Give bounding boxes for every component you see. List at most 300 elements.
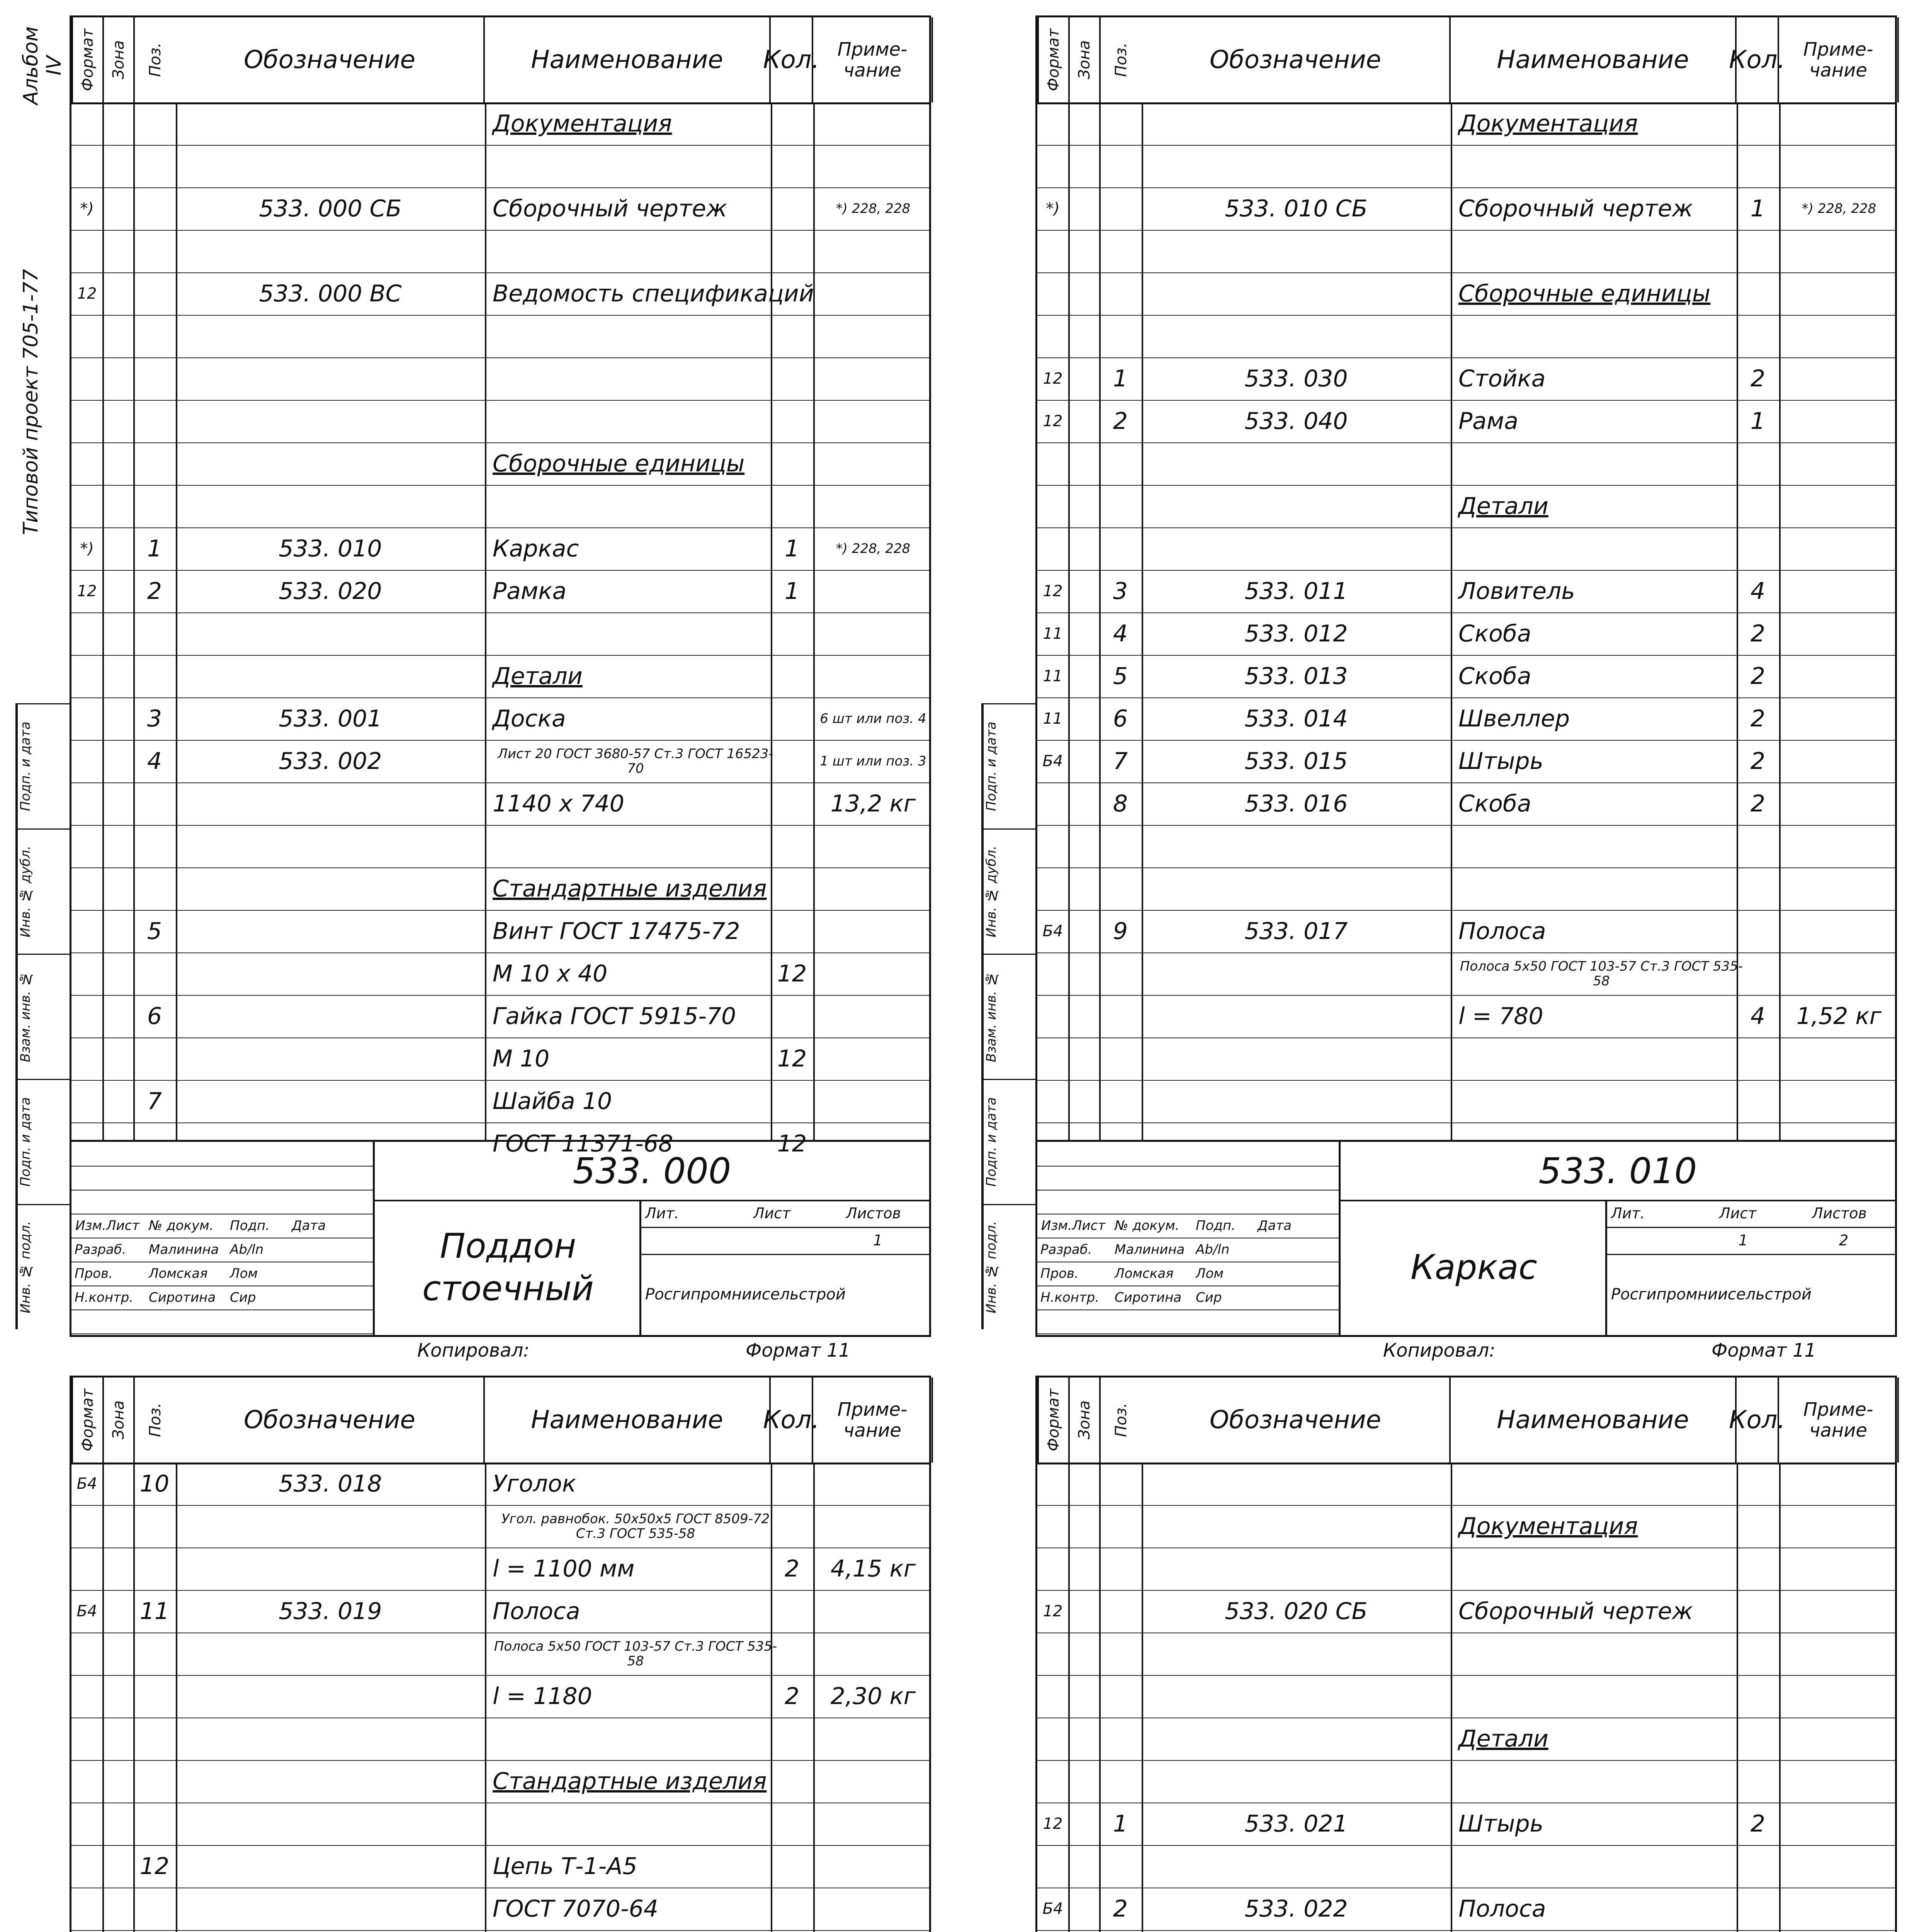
stamp-box <box>981 1079 1035 1204</box>
cell-fmt: 11 <box>1043 710 1063 728</box>
sheet-top-left <box>15 15 931 1361</box>
drawing-title-line-1: Каркас <box>1411 1247 1537 1287</box>
signature-row <box>71 1238 373 1262</box>
table-row <box>1037 1803 1895 1845</box>
cell-des: 533. 015 <box>1244 748 1348 775</box>
header-pos: Поз. <box>1099 17 1142 102</box>
header-fmt: Формат <box>1037 17 1068 102</box>
sheet-info <box>1605 1200 1895 1335</box>
table-row <box>1037 485 1895 527</box>
signer-name: Ломская <box>149 1266 208 1281</box>
cell-pos: 7 <box>147 1088 162 1115</box>
cell-name: Стойка <box>1458 365 1546 392</box>
cell-name: Ловитель <box>1458 578 1575 605</box>
cell-name: Детали <box>1458 1725 1548 1752</box>
cell-name: Полоса <box>493 1598 580 1625</box>
stamp-label: Инв. № подл. <box>982 1205 1010 1329</box>
header-qty: Кол. <box>1737 17 1779 102</box>
stamp-label: Подп. и дата <box>17 704 44 828</box>
stamp-box <box>981 954 1035 1079</box>
signature-row <box>71 1310 373 1334</box>
spec-sheet <box>70 1376 931 1932</box>
table-row <box>71 1803 929 1845</box>
table-header <box>71 17 929 104</box>
table-row <box>1037 1505 1895 1548</box>
header-zone: Зона <box>102 17 133 102</box>
stamp-boxes <box>15 703 70 1329</box>
cell-name: ГОСТ 11371-68 <box>493 1130 673 1157</box>
cell-qty: 2 <box>1750 365 1766 392</box>
cell-des: 533. 016 <box>1244 790 1348 817</box>
cell-fmt: 12 <box>1043 1602 1063 1620</box>
header-fmt: Формат <box>71 1378 102 1463</box>
cell-des: 533. 017 <box>1244 918 1348 945</box>
header-pos: Поз. <box>133 17 176 102</box>
cell-name: Стандартные изделия <box>493 1768 767 1795</box>
cell-name: 1140 х 740 <box>493 790 624 817</box>
table-row <box>71 1548 929 1590</box>
signature-row <box>1037 1310 1339 1334</box>
cell-name: ГОСТ 7070-64 <box>493 1895 658 1922</box>
cell-des: 533. 020 СБ <box>1225 1598 1368 1625</box>
stamp-box <box>981 828 1035 954</box>
cell-name: Ведомость спецификаций <box>493 280 814 307</box>
stamp-label: Взам. инв. № <box>17 955 44 1079</box>
header-name: Наименование <box>485 1378 771 1463</box>
table-row <box>71 782 929 825</box>
cell-name: Скоба <box>1458 790 1531 817</box>
sheet-info-sheets: Листов <box>846 1205 901 1222</box>
sheet-info-sheets_num: 1 <box>873 1232 883 1249</box>
table-row <box>1037 527 1895 570</box>
table-row <box>71 1845 929 1888</box>
cell-note: 2,30 кг <box>830 1683 916 1710</box>
cell-name: Угол. равнобок. 50х50х5 ГОСТ 8509-72 Ст.3 ГОСТ 535-58 <box>501 1511 770 1541</box>
cell-name: l = 1100 мм <box>493 1555 635 1582</box>
cell-pos: 6 <box>147 1003 162 1030</box>
signature-row <box>71 1214 373 1238</box>
table-row <box>71 910 929 952</box>
cell-name: Шайба 10 <box>493 1088 612 1115</box>
signer-signature: Лом <box>230 1266 258 1281</box>
side-stamp-strip <box>15 1376 70 1932</box>
sheet-info-values <box>641 1227 929 1255</box>
stamp-box <box>15 703 70 828</box>
signature-row <box>1037 1190 1339 1214</box>
table-row <box>71 485 929 527</box>
cell-des: 533. 002 <box>279 748 382 775</box>
stamp-box <box>981 703 1035 828</box>
table-row <box>71 1675 929 1718</box>
table-row <box>1037 782 1895 825</box>
table-row <box>71 400 929 442</box>
table-row <box>1037 102 1895 145</box>
cell-name: Лист 20 ГОСТ 3680-57 Ст.3 ГОСТ 16523-70 <box>498 746 773 776</box>
sheet-info-lit: Лит. <box>645 1205 679 1222</box>
signature-header: Подп. <box>1196 1218 1236 1233</box>
cell-qty: 12 <box>777 1045 807 1072</box>
signer-role: Пров. <box>1040 1266 1079 1281</box>
cell-qty: 2 <box>784 1683 800 1710</box>
table-row <box>1037 187 1895 230</box>
table-header <box>1037 17 1895 104</box>
cell-des: 533. 022 <box>1244 1895 1348 1922</box>
cell-fmt: Б4 <box>1042 1900 1063 1918</box>
cell-pos: 1 <box>1113 365 1128 392</box>
signature-row <box>1037 1166 1339 1190</box>
table-row <box>1037 272 1895 315</box>
cell-name: Доска <box>493 705 566 732</box>
cell-qty: 2 <box>1750 1810 1766 1837</box>
header-qty: Кол. <box>771 17 813 102</box>
signature-header: Подп. <box>230 1218 270 1233</box>
cell-fmt: 12 <box>1043 370 1063 388</box>
copied-by-label: Копировал: <box>417 1340 530 1361</box>
signature-row <box>1037 1286 1339 1310</box>
table-row <box>71 272 929 315</box>
table-row <box>1037 1930 1895 1932</box>
table-row <box>71 1080 929 1122</box>
cell-des: 533. 010 <box>279 535 382 562</box>
cell-des: 533. 010 СБ <box>1225 195 1368 222</box>
sheet-info-header <box>1607 1200 1895 1228</box>
signer-signature: Сир <box>230 1290 256 1305</box>
cell-name: Сборочные единицы <box>493 450 745 477</box>
cell-pos: 3 <box>147 705 162 732</box>
cell-name: Стандартные изделия <box>493 875 767 902</box>
side-stamp-strip <box>981 15 1035 1337</box>
cell-pos: 10 <box>139 1470 170 1497</box>
cell-name: Детали <box>493 663 583 690</box>
cell-pos: 8 <box>1113 790 1128 817</box>
sheet-top-right <box>981 15 1897 1361</box>
side-stamp-strip <box>15 15 70 1337</box>
signature-row <box>71 1190 373 1214</box>
cell-des: 533. 019 <box>279 1598 382 1625</box>
cell-name: Рама <box>1458 408 1518 435</box>
album-project-label: Типовой проект 705-1-77 <box>19 269 42 535</box>
table-row <box>71 570 929 612</box>
table-row <box>1037 1463 1895 1505</box>
cell-fmt: *) <box>1046 200 1060 218</box>
table-row <box>71 1037 929 1080</box>
spec-sheet <box>1035 1376 1897 1932</box>
table-row <box>1037 697 1895 740</box>
sheet-footer <box>1035 1337 1897 1364</box>
cell-name: l = 1180 <box>493 1683 592 1710</box>
signer-role: Н.контр. <box>1040 1290 1100 1305</box>
cell-name: М 10 х 40 <box>493 960 608 987</box>
cell-name: Сборочный чертеж <box>493 195 727 222</box>
album-label: Альбом IV <box>19 26 66 105</box>
cell-qty: 2 <box>1750 748 1766 775</box>
cell-fmt: Б4 <box>1042 922 1063 940</box>
drawing-code: 533. 010 <box>1339 1142 1895 1201</box>
cell-name <box>1451 1930 1744 1932</box>
cell-name: Штырь <box>1458 748 1543 775</box>
signer-name: Сиротина <box>149 1290 216 1305</box>
cell-pos: 2 <box>1113 408 1128 435</box>
cell-name: Уголок <box>493 1470 576 1497</box>
signer-role: Разраб. <box>75 1242 126 1257</box>
cell-fmt: 12 <box>77 582 97 600</box>
organization-name: Росгипромниисельстрой <box>1611 1286 1812 1303</box>
table-row <box>71 102 929 145</box>
title-block <box>71 1140 929 1335</box>
header-name: Наименование <box>1451 1378 1737 1463</box>
table-row <box>71 612 929 655</box>
signature-grid <box>71 1142 373 1335</box>
signature-header: Лист <box>106 1218 140 1233</box>
table-row <box>1037 1590 1895 1633</box>
cell-note: 13,2 кг <box>830 790 916 817</box>
cell-name: Гайка ГОСТ 5915-70 <box>493 1003 736 1030</box>
cell-des: 533. 018 <box>279 1470 382 1497</box>
cell-note: 1 шт или поз. 3 <box>820 753 926 769</box>
table-row <box>1037 570 1895 612</box>
cell-pos: 1 <box>1113 1810 1128 1837</box>
sheet-info <box>639 1200 929 1335</box>
cell-des: 533. 020 <box>279 578 382 605</box>
cell-qty: 2 <box>1750 705 1766 732</box>
title-block <box>1037 1140 1895 1335</box>
sheet-footer <box>70 1337 931 1364</box>
table-row <box>71 867 929 910</box>
signature-row <box>71 1166 373 1190</box>
cell-note: *) 228, 228 <box>836 201 911 216</box>
cell-name: Цепь Т-1-А5 <box>493 1853 637 1880</box>
table-header <box>71 1378 929 1464</box>
cell-fmt: 12 <box>1043 412 1063 430</box>
stamp-box <box>15 828 70 954</box>
cell-name: Сборочные единицы <box>1458 280 1711 307</box>
table-row <box>71 1930 929 1932</box>
signer-name: Ломская <box>1115 1266 1174 1281</box>
table-row <box>71 187 929 230</box>
cell-des: 533. 000 ВС <box>259 280 402 307</box>
header-des: Обозначение <box>176 17 485 102</box>
sheet-info-sheets: Листов <box>1812 1205 1867 1222</box>
cell-name: Полоса 5х50 ГОСТ 103-57 Ст.3 ГОСТ 535-58 <box>494 1639 777 1669</box>
table-row <box>71 1718 929 1760</box>
cell-fmt: 11 <box>1043 625 1063 643</box>
cell-name: Полоса <box>1458 918 1546 945</box>
signature-header: Дата <box>292 1218 326 1233</box>
stamp-box <box>981 1204 1035 1329</box>
table-row <box>71 442 929 485</box>
cell-pos: 3 <box>1113 578 1128 605</box>
spec-sheet <box>70 15 931 1337</box>
cell-des: 533. 012 <box>1244 620 1348 647</box>
table-row <box>1037 230 1895 272</box>
table-row <box>71 995 929 1037</box>
sheet-info-sheet: Лист <box>1719 1205 1757 1222</box>
cell-fmt: *) <box>80 540 94 558</box>
signature-row <box>1037 1214 1339 1238</box>
drawing-title-line-1: Поддон <box>440 1226 576 1266</box>
header-name: Наименование <box>1451 17 1737 102</box>
table-row <box>1037 1845 1895 1888</box>
cell-name: Документация <box>1458 110 1638 137</box>
signature-header: Изм. <box>75 1218 106 1233</box>
cell-des: 533. 013 <box>1244 663 1348 690</box>
table-row <box>71 1888 929 1930</box>
stamp-box <box>15 1204 70 1329</box>
cell-note: *) 228, 228 <box>836 541 911 556</box>
table-row <box>1037 910 1895 952</box>
header-note: Приме- чание <box>813 17 933 102</box>
cell-pos: 2 <box>147 578 162 605</box>
header-pos: Поз. <box>1099 1378 1142 1463</box>
cell-pos: 5 <box>147 918 162 945</box>
signer-signature: Ab/ln <box>1196 1242 1230 1257</box>
header-des: Обозначение <box>176 1378 485 1463</box>
drawing-title <box>1339 1200 1607 1335</box>
cell-des: 533. 040 <box>1244 408 1348 435</box>
table-row <box>1037 400 1895 442</box>
cell-qty: 4 <box>1750 578 1766 605</box>
cell-fmt: Б4 <box>76 1602 97 1620</box>
cell-fmt: 11 <box>1043 667 1063 685</box>
cell-name: Документация <box>1458 1513 1638 1540</box>
cell-pos: 1 <box>147 535 162 562</box>
cell-des: 533. 030 <box>1244 365 1348 392</box>
sheet-info-lit: Лит. <box>1611 1205 1645 1222</box>
table-row <box>71 357 929 400</box>
signer-name: Малинина <box>1115 1242 1185 1257</box>
signer-name: Малинина <box>149 1242 219 1257</box>
cell-qty <box>771 1930 813 1932</box>
signer-signature: Ab/ln <box>230 1242 264 1257</box>
drawing-code: 533. 000 <box>373 1142 929 1201</box>
header-name: Наименование <box>485 17 771 102</box>
signer-signature: Лом <box>1196 1266 1224 1281</box>
table-row <box>1037 1888 1895 1930</box>
sheet-bottom-left <box>15 1376 931 1932</box>
signature-row <box>1037 1262 1339 1286</box>
header-qty: Кол. <box>771 1378 813 1463</box>
table-row <box>1037 1760 1895 1803</box>
table-row <box>1037 867 1895 910</box>
cell-name: Скоба <box>1458 663 1531 690</box>
header-note: Приме- чание <box>813 1378 933 1463</box>
cell-name: Штырь <box>1458 1810 1543 1837</box>
table-row <box>1037 995 1895 1037</box>
stamp-boxes <box>981 703 1035 1329</box>
cell-name: Сборочный чертеж <box>1458 1598 1693 1625</box>
cell-qty: 2 <box>1750 620 1766 647</box>
cell-name: Полоса 5х50 ГОСТ 103-57 Ст.3 ГОСТ 535-58 <box>1460 959 1743 989</box>
table-row <box>71 655 929 697</box>
table-row <box>1037 740 1895 782</box>
copied-by-label: Копировал: <box>1383 1340 1496 1361</box>
table-row <box>1037 1037 1895 1080</box>
signer-name: Сиротина <box>1115 1290 1182 1305</box>
header-fmt: Формат <box>71 17 102 102</box>
header-des: Обозначение <box>1142 1378 1451 1463</box>
cell-des: 533. 021 <box>1244 1810 1348 1837</box>
cell-name: Сборочный чертеж <box>1458 195 1693 222</box>
sheet-bottom-right <box>981 1376 1897 1932</box>
table-row <box>71 315 929 357</box>
cell-pos: 4 <box>147 748 162 775</box>
table-row <box>1037 952 1895 995</box>
organization-name: Росгипромниисельстрой <box>645 1286 846 1303</box>
sheet-info-sheet_num: 1 <box>1739 1232 1748 1249</box>
table-row <box>71 1463 929 1505</box>
signature-row <box>71 1286 373 1310</box>
cell-des: 533. 000 СБ <box>259 195 402 222</box>
table-header <box>1037 1378 1895 1464</box>
table-row <box>1037 1548 1895 1590</box>
signer-role: Пров. <box>75 1266 113 1281</box>
stamp-label: Подп. и дата <box>982 704 1010 828</box>
cell-name: Скоба <box>1458 620 1531 647</box>
header-fmt: Формат <box>1037 1378 1068 1463</box>
header-note: Приме- чание <box>1779 17 1899 102</box>
sheet-info-values <box>1607 1227 1895 1255</box>
table-row <box>71 697 929 740</box>
header-zone: Зона <box>102 1378 133 1463</box>
table-row <box>1037 612 1895 655</box>
table-row <box>71 1590 929 1633</box>
table-row <box>1037 145 1895 187</box>
table-row <box>71 740 929 782</box>
table-row <box>1037 1633 1895 1675</box>
stamp-box <box>15 1079 70 1204</box>
cell-des: 533. 011 <box>1244 578 1348 605</box>
cell-qty: 1 <box>784 535 800 562</box>
header-zone: Зона <box>1068 1378 1099 1463</box>
table-row <box>1037 1080 1895 1122</box>
cell-qty: 12 <box>777 1130 807 1157</box>
header-qty: Кол. <box>1737 1378 1779 1463</box>
spec-sheet <box>1035 15 1897 1337</box>
table-row <box>71 230 929 272</box>
table-row <box>71 145 929 187</box>
cell-qty: 2 <box>1750 663 1766 690</box>
cell-des: 533. 014 <box>1244 705 1348 732</box>
cell-fmt: Б4 <box>76 1475 97 1493</box>
header-pos: Поз. <box>133 1378 176 1463</box>
cell-name: Документация <box>493 110 672 137</box>
cell-fmt: 12 <box>1043 582 1063 600</box>
cell-name: Каркас <box>493 535 579 562</box>
cell-pos: 4 <box>1113 620 1128 647</box>
table-row <box>1037 655 1895 697</box>
stamp-label: Подп. и дата <box>17 1080 44 1204</box>
cell-pos: 12 <box>139 1853 170 1880</box>
stamp-label: Инв. № подл. <box>17 1205 44 1329</box>
cell-qty: 2 <box>1750 790 1766 817</box>
cell-note: 6 шт или поз. 4 <box>820 711 926 726</box>
table-row <box>71 527 929 570</box>
sheet-info-header <box>641 1200 929 1228</box>
signature-grid <box>1037 1142 1339 1335</box>
drawing-title-line-2: стоечный <box>422 1269 594 1308</box>
cell-name: Винт ГОСТ 17475-72 <box>493 918 740 945</box>
cell-note: 1,52 кг <box>1796 1003 1882 1030</box>
side-stamp-strip <box>981 1376 1035 1932</box>
signature-header: № докум. <box>149 1218 214 1233</box>
stamp-box <box>15 954 70 1079</box>
cell-fmt: Б4 <box>1042 752 1063 770</box>
table-row <box>71 1633 929 1675</box>
cell-qty: 1 <box>1750 408 1766 435</box>
cell-fmt: 12 <box>77 285 97 303</box>
cell-pos: 6 <box>1113 705 1128 732</box>
table-row <box>71 825 929 867</box>
